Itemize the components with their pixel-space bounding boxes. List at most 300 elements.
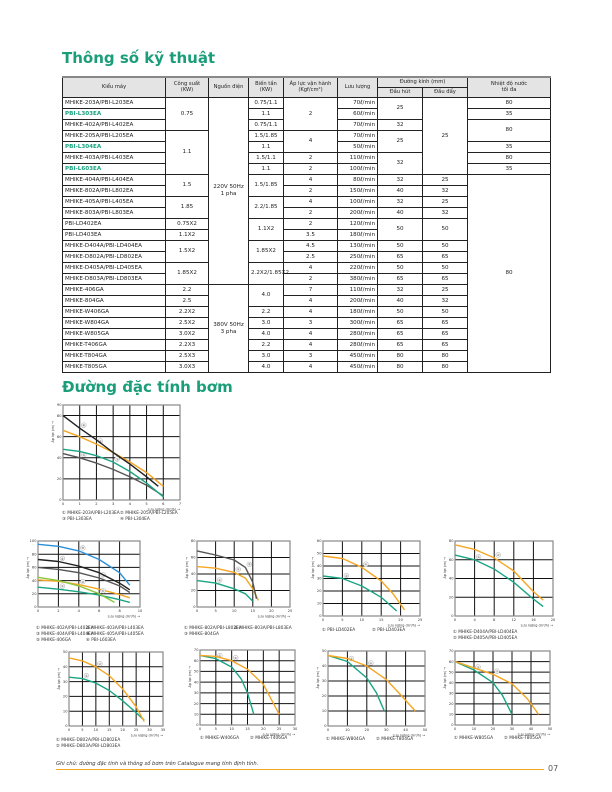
x-axis-label: Lưu lượng (m³/h) → [517,732,550,737]
flow-cell: 70ℓ/min [338,98,378,109]
pump-curve-chart [183,537,306,623]
inverter-cell: 4.0 [249,285,284,307]
flow-cell: 380ℓ/min [338,274,378,285]
model-cell: MHIKE-802A/PBI-L802EA [63,186,166,197]
pressure-cell: 4 [284,296,338,307]
flow-cell: 100ℓ/min [338,164,378,175]
x-axis-label: Lưu lượng (m³/h) → [257,614,290,619]
pressure-cell: 2 [284,219,338,230]
model-cell: MHIKE-804GA [63,296,166,307]
x-tick-label: 50 [422,728,428,732]
x-tick-label: 6 [162,502,165,506]
spec-table [62,76,551,373]
x-tick-label: 6 [98,609,101,613]
model-cell: MHIKE-203A/PBI-L203EA [63,98,166,109]
flow-cell: 300ℓ/min [338,318,378,329]
curve-marker-label: ③ [101,573,105,578]
x-tick-label: 10 [359,618,365,622]
pressure-cell: 7 [284,285,338,296]
suction-diameter-cell: 65 [378,252,423,263]
x-tick-label: 20 [364,728,370,732]
flow-cell: 280ℓ/min [338,340,378,351]
y-tick-label: 40 [31,578,37,583]
y-tick-label: 0 [34,605,37,610]
y-axis-label: Áp lực (m) → [316,667,320,689]
suction-diameter-cell: 40 [378,296,423,307]
plot-frame [38,541,140,607]
header-suction: Đầu hút [378,88,423,98]
curve-marker-label: ② [236,567,240,572]
header-temp: Nhiệt độ nước tối đa [468,77,551,98]
x-tick-label: 15 [245,727,250,731]
curve-series [200,655,279,714]
x-tick-label: 8 [118,609,121,613]
y-tick-label: 40 [62,665,68,669]
y-tick-label: 80 [190,539,196,544]
curve-series [197,567,258,601]
inverter-cell: 2.2 [249,340,284,351]
suction-diameter-cell: 25 [378,131,423,153]
suction-diameter-cell: 25 [378,98,423,120]
y-tick-label: 60 [448,659,454,664]
curve-marker-label: ⑥ [101,589,105,594]
curve-series [200,655,254,714]
x-tick-label: 25 [276,727,282,731]
curve-marker-label: ② [369,661,373,666]
curve-marker-label: ① [60,584,64,589]
y-tick-label: 60 [448,557,454,562]
pump-curve-chart [24,537,156,623]
power-cell: 1.85 [166,197,209,219]
curve-marker-label: ① [477,555,481,560]
suction-diameter-cell: 32 [378,197,423,208]
power-cell: 2.2X3 [166,340,209,351]
power-cell: 0.75X2 [166,219,209,230]
y-tick-label: 10 [448,712,454,717]
y-tick-label: 20 [321,694,327,699]
curves-title: Đường đặc tính bơm [62,378,233,396]
discharge-diameter-cell: 65 [423,252,468,263]
pressure-cell: 4 [284,263,338,274]
curve-marker-label: ① [344,573,348,578]
model-cell: PBI-L303EA [63,109,166,120]
max-temp-cell: 80 [468,120,551,142]
y-tick-label: 60 [190,555,196,560]
x-tick-label: 20 [261,727,266,731]
x-tick-label: 25 [133,728,139,732]
chart-legend [184,626,292,638]
x-tick-label: 12 [511,618,517,622]
x-tick-label: 20 [120,728,126,732]
x-tick-label: 15 [106,728,112,732]
model-cell: MHIKE-T805GA [63,362,166,373]
inverter-cell: 1.85X2 [249,241,284,263]
discharge-diameter-cell: 25 [423,285,468,296]
curve-marker-label: ① [82,453,86,458]
y-tick-label: 30 [321,679,327,684]
y-tick-label: 0 [319,614,322,619]
x-tick-label: 3 [111,502,115,506]
legend-entry: ① MHIKE-D404A/PBI-LD404EA [453,630,518,635]
pump-curve-chart [49,401,196,516]
model-cell: MHIKE-D802A/PBI-LD802EA [63,252,166,263]
chart-legend [36,626,144,643]
inverter-cell: 1.1 [249,109,284,120]
pump-curve-chart [441,537,569,632]
x-tick-label: 0 [61,502,65,506]
legend-entry: ① MHIKE-W406GA [200,736,240,741]
y-tick-label: 30 [62,679,68,684]
model-cell: MHIKE-W406GA [63,307,166,318]
discharge-diameter-cell: 50 [423,263,468,274]
x-tick-label: 0 [198,727,202,731]
table-row [63,98,551,109]
y-tick-label: 90 [56,403,62,408]
curve-marker-label: ① [218,653,222,658]
x-tick-label: 0 [36,609,40,613]
x-tick-label: 16 [531,618,536,622]
x-tick-label: 30 [292,727,298,731]
y-tick-label: 10 [62,709,68,714]
discharge-diameter-cell: 50 [423,241,468,252]
pressure-cell: 2 [284,274,338,285]
y-axis-label: Áp lực (m) → [57,668,61,690]
power-cell: 2.5X3 [166,351,209,362]
model-cell: MHIKE-205A/PBI-L205EA [63,131,166,142]
curve-marker-label: ② [496,553,500,558]
y-tick-label: 20 [193,701,199,706]
flow-cell: 180ℓ/min [338,307,378,318]
discharge-diameter-cell: 32 [423,208,468,219]
power-cell: 1.85X2 [166,263,209,285]
inverter-cell: 4.0 [249,362,284,373]
footer-divider [56,769,544,770]
pressure-cell: 2 [284,164,338,175]
curve-marker-label: ① [218,578,222,583]
table-row [63,153,551,164]
y-tick-label: 0 [193,605,196,610]
y-tick-label: 30 [316,576,322,581]
y-tick-label: 20 [62,694,68,699]
curve-marker-label: ④ [82,423,86,428]
y-tick-label: 40 [316,564,322,569]
y-tick-label: 0 [451,614,454,619]
inverter-cell: 1.5/1.85 [249,175,284,197]
x-tick-label: 0 [453,727,457,731]
power-cell: 3.0X2 [166,329,209,340]
flow-cell: 220ℓ/min [338,263,378,274]
x-tick-label: 40 [403,728,408,732]
x-tick-label: 7 [178,502,182,506]
discharge-diameter-cell: 25 [423,175,468,186]
discharge-diameter-cell: 32 [423,186,468,197]
curve-series [328,656,384,712]
x-tick-label: 0 [195,609,199,613]
y-tick-label: 20 [316,589,322,594]
x-axis-label: Lưu lượng (m³/h) → [262,732,295,737]
pressure-cell: 2 [284,153,338,164]
legend-entry: ④ MHIKE-405A/PBI-L405EA [86,631,144,637]
y-tick-label: 40 [190,572,196,577]
curve-marker-label: ② [495,669,499,674]
legend-entry: ① MHIKE-D802A/PBI-LD802EA [56,738,121,743]
model-cell: MHIKE-W805GA [63,329,166,340]
x-tick-label: 10 [345,728,350,732]
x-tick-label: 5 [214,727,217,731]
x-axis-label: Lưu lượng (m³/h) → [107,614,140,619]
power-cell: 1.1 [166,131,209,175]
legend-entry: ③ MHIKE-804GA [184,631,219,637]
x-axis-label: Lưu lượng (m³/h) → [387,623,420,628]
curve-marker-label: ② [234,656,238,661]
legend-entry: ② MHIKE-T406GA [250,736,288,741]
plot-frame [69,652,163,726]
chart-legend [62,511,178,523]
inverter-cell: 3.0 [249,318,284,329]
legend-entry: ① MHIKE-802A/PBI-L802EA [184,626,242,631]
x-tick-label: 20 [550,618,556,622]
x-tick-label: 5 [341,618,344,622]
pressure-cell: 4 [284,329,338,340]
legend-entry: ② MHIKE-403A/PBI-L403EA [86,626,144,631]
max-temp-cell: 80 [468,98,551,109]
x-tick-label: 2 [57,609,60,613]
legend-entry: ② MHIKE-T804GA [376,737,414,742]
curve-marker-label: ② [81,579,85,584]
max-temp-cell: 35 [468,164,551,175]
y-axis-label: Áp lực (m) → [26,557,30,579]
model-cell: MHIKE-404A/PBI-L404EA [63,175,166,186]
x-axis-label: Lưu lượng (m³/h) → [392,733,425,738]
y-tick-label: 60 [31,565,37,570]
y-axis-label: Áp lực (m) → [188,666,192,688]
pressure-cell: 2 [284,186,338,197]
curve-marker-label: ④ [60,556,64,561]
discharge-diameter-cell: 65 [423,274,468,285]
suction-diameter-cell: 50 [378,307,423,318]
flow-cell: 50ℓ/min [338,142,378,153]
x-tick-label: 10 [93,728,99,732]
x-tick-label: 4 [128,502,132,506]
curve-series [455,555,543,607]
y-tick-label: 40 [448,576,454,581]
power-cell: 2.5X2 [166,318,209,329]
curve-marker-label: ① [476,665,480,670]
y-tick-label: 80 [56,413,62,418]
power-cell: 3.0X3 [166,362,209,373]
discharge-diameter-cell: 65 [423,329,468,340]
curve-marker-label: ② [98,439,102,444]
x-tick-label: 0 [453,618,457,622]
curve-marker-label: ① [84,673,88,678]
model-cell: PBI-LD402EA [63,219,166,230]
x-tick-label: 40 [528,727,534,731]
y-tick-label: 100 [29,539,37,544]
y-tick-label: 50 [193,669,199,674]
discharge-diameter-cell: 80 [423,351,468,362]
suction-diameter-cell: 32 [378,153,423,175]
y-tick-label: 80 [31,552,37,557]
x-tick-label: 30 [147,728,152,732]
y-axis-label: Áp lực (m) → [443,557,447,579]
model-cell: MHIKE-D803A/PBI-LD803EA [63,274,166,285]
curve-marker-label: ⑤ [81,546,85,551]
discharge-diameter-cell: 65 [423,340,468,351]
header-discharge: Đầu đẩy [423,88,468,98]
legend-entry: ② MHIKE-D803A/PBI-LD803EA [56,743,121,749]
y-tick-label: 60 [56,434,62,439]
curve-series [323,573,397,611]
flow-cell: 200ℓ/min [338,296,378,307]
model-cell: MHIKE-403A/PBI-L403EA [63,153,166,164]
y-tick-label: 20 [448,702,454,707]
discharge-diameter-cell: 50 [423,219,468,241]
legend-entry: ② MHIKE-T805GA [504,736,542,741]
pressure-cell: 4.5 [284,241,338,252]
flow-cell: 450ℓ/min [338,362,378,373]
pressure-cell: 2 [284,98,338,131]
suction-diameter-cell: 40 [378,186,423,197]
model-cell: MHIKE-803A/PBI-L803EA [63,208,166,219]
chart-legend [200,736,300,742]
y-tick-label: 40 [321,664,327,669]
pressure-cell: 2.5 [284,252,338,263]
y-axis-label: Áp lực (m) → [443,667,447,689]
suction-diameter-cell: 65 [378,329,423,340]
inverter-cell: 1.1 [249,142,284,153]
y-tick-label: 0 [59,498,62,503]
flow-cell: 80ℓ/min [338,175,378,186]
pressure-cell: 4 [284,197,338,208]
y-tick-label: 30 [193,691,199,696]
header-source: Nguồn điện [209,77,249,98]
y-tick-label: 30 [448,691,454,696]
model-cell: MHIKE-D405A/PBI-LD405EA [63,263,166,274]
x-tick-label: 50 [547,727,553,731]
x-tick-label: 0 [326,728,330,732]
x-tick-label: 30 [383,728,389,732]
inverter-cell: 4.0 [249,329,284,340]
y-tick-label: 20 [56,477,62,482]
x-axis-label: Lưu lượng (m³/h) → [130,733,163,738]
pressure-cell: 4 [284,131,338,153]
flow-cell: 200ℓ/min [338,208,378,219]
x-tick-label: 20 [398,618,403,622]
pressure-cell: 4 [284,340,338,351]
header-flow: Lưu lượng [338,77,378,98]
flow-cell: 120ℓ/min [338,219,378,230]
legend-entry: ① PBI-LD402EA [322,628,356,633]
y-tick-label: 20 [448,595,454,600]
y-tick-label: 40 [448,680,454,685]
suction-diameter-cell: 32 [378,285,423,296]
header-power: Công suất (KW) [166,77,209,98]
chart-legend [454,736,554,742]
power-source-cell: 380V 50Hz 3 pha [209,285,249,373]
inverter-cell: 0.75/1.1 [249,120,284,131]
pressure-cell: 3.5 [284,230,338,241]
suction-diameter-cell: 32 [378,120,423,131]
model-cell: PBI-L603EA [63,164,166,175]
x-tick-label: 10 [471,727,477,731]
power-cell: 2.2 [166,285,209,296]
curve-series [38,587,130,602]
legend-entry: ② MHIKE-803A/PBI-L803EA [234,626,292,631]
suction-diameter-cell: 50 [378,241,423,252]
flow-cell: 60ℓ/min [338,109,378,120]
legend-entry: ② MHIKE-205A/PBI-L205EA [120,511,178,516]
model-cell: MHIKE-T406GA [63,340,166,351]
y-tick-label: 10 [321,709,327,714]
power-cell: 2.5 [166,296,209,307]
discharge-diameter-cell: 80 [423,362,468,373]
x-tick-label: 0 [67,728,71,732]
model-cell: MHIKE-405A/PBI-L405EA [63,197,166,208]
flow-cell: 70ℓ/min [338,131,378,142]
power-cell: 1.5 [166,175,209,197]
flow-cell: 150ℓ/min [338,186,378,197]
header-pressure: Áp lực vận hành (Kgf/cm²) [284,77,338,98]
y-tick-label: 40 [193,680,199,685]
model-cell: MHIKE-406GA [63,285,166,296]
curve-series [455,662,512,715]
model-cell: PBI-L304EA [63,142,166,153]
discharge-diameter-cell: 25 [423,197,468,208]
y-axis-label: Áp lực (m) → [311,557,315,579]
model-cell: PBI-LD403EA [63,230,166,241]
max-temp-cell: 80 [468,153,551,164]
pressure-cell: 4 [284,307,338,318]
x-axis-label: Lưu lượng (m³/h) → [520,623,553,628]
max-temp-cell: 35 [468,109,551,120]
legend-entry: ① MHIKE-W805GA [454,736,494,741]
inverter-cell: 1.1X2 [249,219,284,241]
max-temp-cell: 35 [468,142,551,153]
flow-cell: 180ℓ/min [338,230,378,241]
flow-cell: 110ℓ/min [338,285,378,296]
curve-marker-label: ③ [247,562,251,567]
y-tick-label: 0 [196,723,199,728]
flow-cell: 100ℓ/min [338,197,378,208]
header-inverter: Biến tần (KW) [249,77,284,98]
legend-entry: ④ PBI-L304EA [120,516,150,522]
y-tick-label: 10 [316,601,322,606]
x-tick-label: 2 [95,502,98,506]
page-number: 07 [548,764,559,773]
pump-curve-chart [55,648,179,742]
suction-diameter-cell: 65 [378,318,423,329]
suction-diameter-cell: 50 [378,219,423,241]
discharge-diameter-cell: 32 [423,296,468,307]
inverter-cell: 1.5/1.1 [249,153,284,164]
legend-entry: ⑤ MHIKE-406GA [36,637,71,643]
x-tick-label: 15 [378,618,384,622]
y-tick-label: 60 [193,658,199,663]
y-axis-label: Áp lực (m) → [185,557,189,579]
chart-legend [56,738,120,750]
pressure-cell: 2 [284,208,338,219]
inverter-cell: 1.1 [249,164,284,175]
inverter-cell: 2.2X2/1.85X2 [249,263,284,285]
y-tick-label: 20 [31,592,37,596]
y-tick-label: 70 [193,648,199,653]
footer-note: Ghi chú: đường đặc tính và thông số bơm trên Catalogue mang tính định tính. [56,761,259,767]
pressure-cell: 3 [284,318,338,329]
y-tick-label: 80 [448,539,454,544]
flow-cell: 110ℓ/min [338,153,378,164]
suction-diameter-cell: 40 [378,208,423,219]
legend-entry: ⑥ PBI-L603EA [86,637,116,643]
